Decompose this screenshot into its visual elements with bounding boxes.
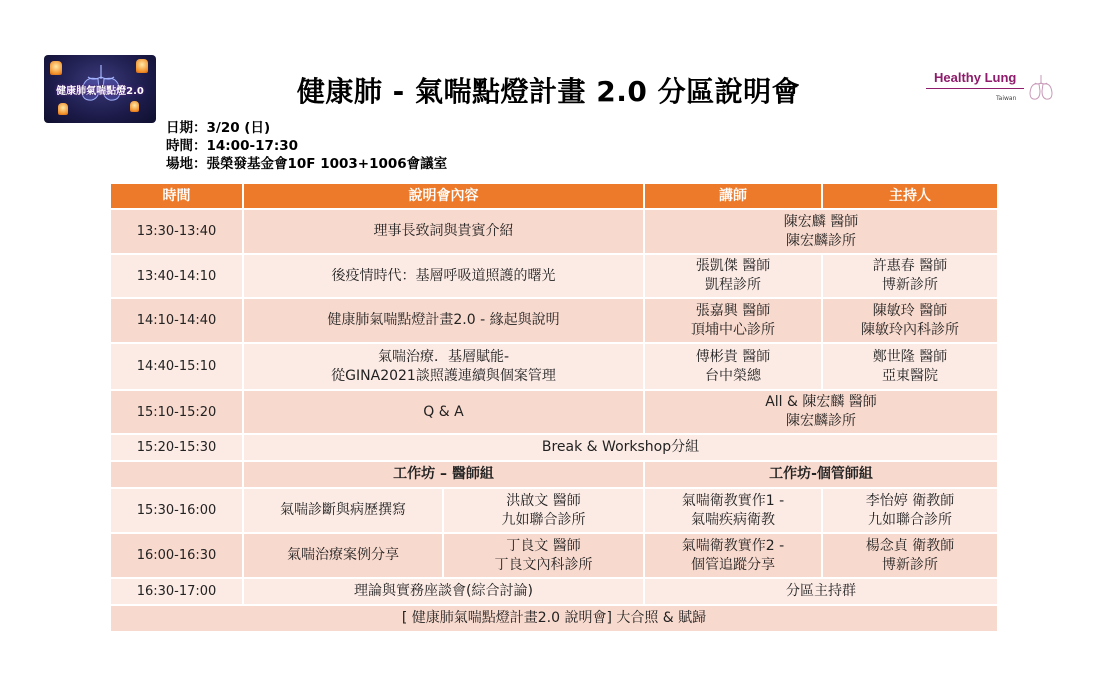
logo-text: 健康肺氣喘點燈2.0: [56, 86, 144, 97]
row-time: 15:20-15:30: [110, 434, 243, 461]
row-time: 13:30-13:40: [110, 209, 243, 254]
row-host: 許惠春 醫師 博新診所: [822, 254, 998, 298]
row-time: 15:30-16:00: [110, 488, 243, 533]
workshop1-speaker: 洪啟文 醫師 九如聯合診所: [443, 488, 644, 533]
header-host: 主持人: [822, 183, 998, 209]
workshop1-topic: 氣喘診斷與病歷撰寫: [243, 488, 443, 533]
workshop1-speaker: 丁良文 醫師 丁良文內科診所: [443, 533, 644, 578]
event-date: 日期：3/20 (日): [166, 120, 271, 136]
row-content: 理論與實務座談會(綜合討論): [243, 578, 644, 605]
brand-country: Taiwan: [996, 95, 1017, 102]
row-host: 陳敏玲 醫師 陳敏玲內科診所: [822, 298, 998, 343]
workshop-doctor-group: 工作坊 – 醫師組: [243, 461, 644, 488]
healthy-lung-logo: [924, 68, 1064, 108]
row-speaker: 傅彬貴 醫師 台中榮總: [644, 343, 822, 390]
workshop2-speaker: 楊念貞 衛教師 博新診所: [822, 533, 998, 578]
table-row: [110, 488, 998, 533]
lungs-outline-icon: [1028, 74, 1054, 102]
brand-name: Healthy Lung: [934, 70, 1017, 85]
row-content: 理事長致詞與貴賓介紹: [243, 209, 644, 254]
row-speaker-host: All & 陳宏麟 醫師 陳宏麟診所: [644, 390, 998, 434]
header-speaker: 講師: [644, 183, 822, 209]
row-speaker-host: 分區主持群: [644, 578, 998, 605]
row-host: 鄭世隆 醫師 亞東醫院: [822, 343, 998, 390]
row-time: 13:40-14:10: [110, 254, 243, 298]
row-content: 健康肺氣喘點燈計畫2.0 - 緣起與說明: [243, 298, 644, 343]
row-speaker: 張嘉興 醫師 頂埔中心診所: [644, 298, 822, 343]
closing-row: [110, 605, 998, 632]
row-content: 氣喘治療．基層賦能- 從GINA2021談照護連續與個案管理: [243, 343, 644, 390]
table-row: [110, 254, 998, 298]
schedule-table: [109, 182, 999, 633]
event-venue: 場地：張榮發基金會10F 1003+1006會議室: [166, 156, 448, 172]
row-content: 後疫情時代：基層呼吸道照護的曙光: [243, 254, 644, 298]
workshop2-topic: 氣喘衛教實作2 - 個管追蹤分享: [644, 533, 822, 578]
row-break: Break & Workshop分組: [243, 434, 998, 461]
table-row: [110, 298, 998, 343]
table-row: [110, 209, 998, 254]
workshop-casemanager-group: 工作坊-個管師組: [644, 461, 998, 488]
workshop2-speaker: 李怡婷 衛教師 九如聯合診所: [822, 488, 998, 533]
brand-underline: [926, 88, 1024, 89]
row-speaker-host: 陳宏麟 醫師 陳宏麟診所: [644, 209, 998, 254]
row-content: Q & A: [243, 390, 644, 434]
workshop2-topic: 氣喘衛教實作1 - 氣喘疾病衛教: [644, 488, 822, 533]
workshop-header-row: [110, 461, 998, 488]
event-time: 時間：14:00-17:30: [166, 138, 299, 154]
row-time-empty: [110, 461, 243, 488]
table-row: [110, 434, 998, 461]
row-time: 15:10-15:20: [110, 390, 243, 434]
header-time: 時間: [110, 183, 243, 209]
row-speaker: 張凱傑 醫師 凱程診所: [644, 254, 822, 298]
table-row: [110, 390, 998, 434]
row-time: 14:40-15:10: [110, 343, 243, 390]
table-row: [110, 343, 998, 390]
workshop1-topic: 氣喘治療案例分享: [243, 533, 443, 578]
table-header-row: [110, 183, 998, 209]
row-time: 16:00-16:30: [110, 533, 243, 578]
page-title: 健康肺 - 氣喘點燈計畫 2.0 分區說明會: [296, 75, 801, 108]
table-row: [110, 533, 998, 578]
row-time: 14:10-14:40: [110, 298, 243, 343]
row-time: 16:30-17:00: [110, 578, 243, 605]
header-content: 說明會內容: [243, 183, 644, 209]
event-info: [166, 119, 447, 173]
closing-text: [ 健康肺氣喘點燈計畫2.0 說明會] 大合照 & 賦歸: [110, 605, 998, 632]
table-row: [110, 578, 998, 605]
